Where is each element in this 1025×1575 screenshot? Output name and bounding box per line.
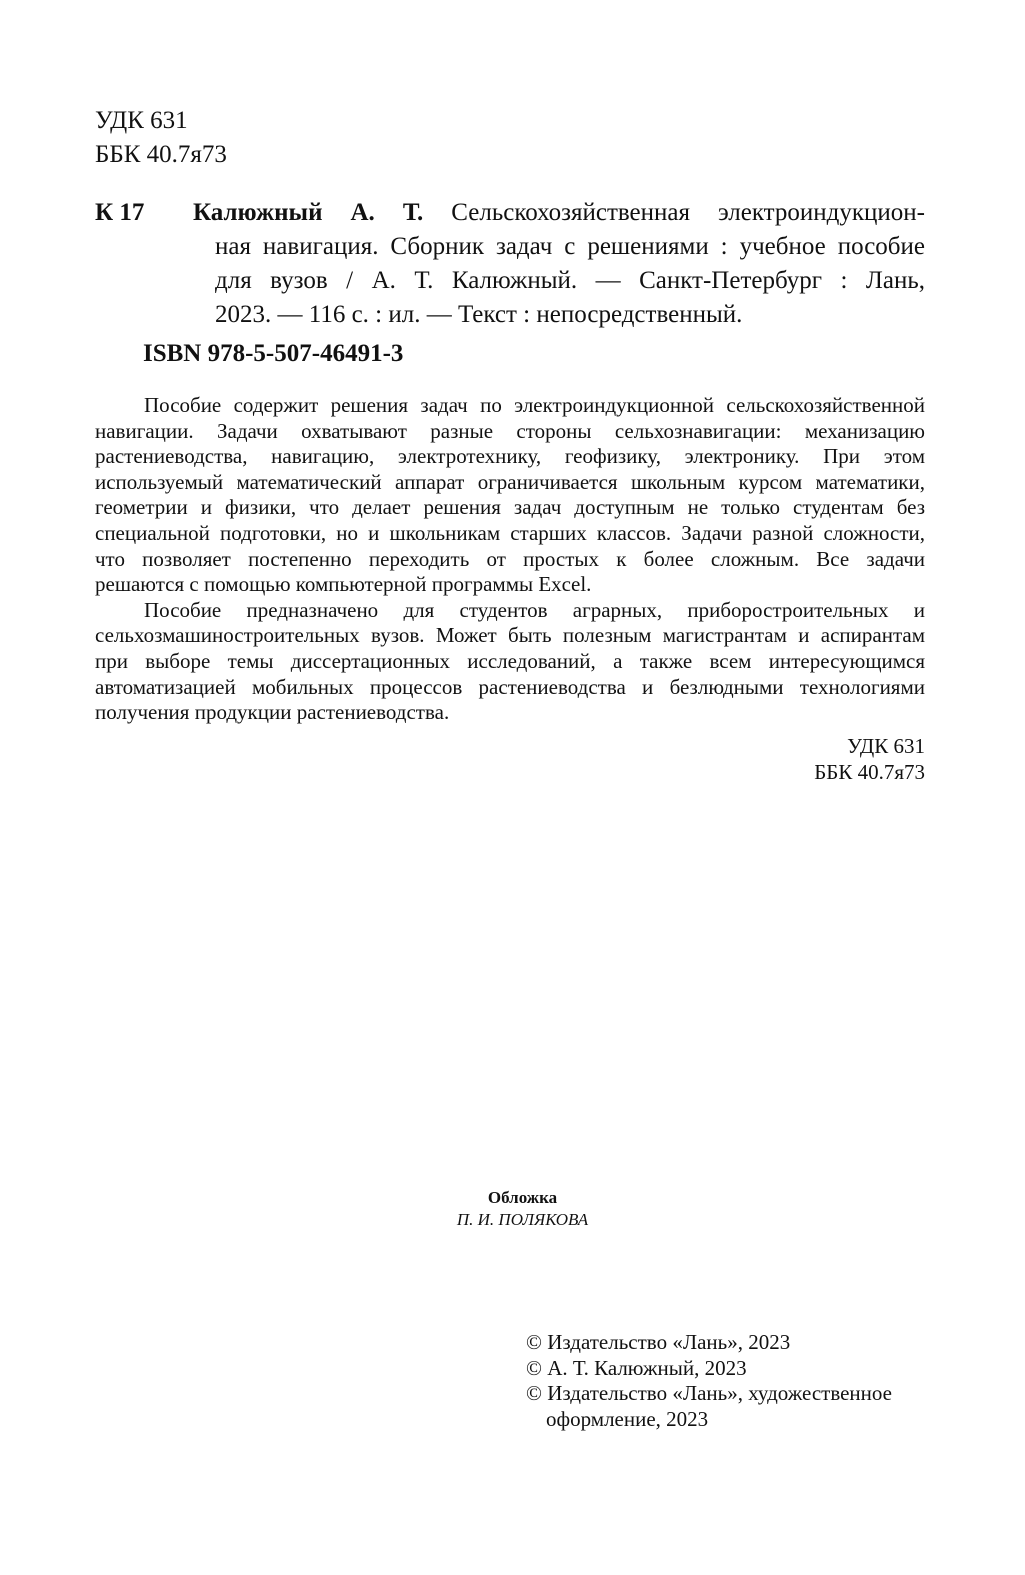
annotation-line: Пособие содержит решения задач по электроиндукционной сельскохозяйственной [144,393,925,417]
biblio-line: для вузов / А. Т. Калюжный. — Санкт-Петербург : Лань, [215,267,925,294]
annotation-line: используемый математический аппарат ограничивается школьным курсом математики, [95,469,925,494]
annotation-line: специальной подготовки, но и школьникам старших классов. Задачи разной сложности, [95,520,925,545]
annotation-line: навигации. Задачи охватывают разные стороны сельхознавигации: механизацию [95,418,925,443]
cover-credit [0,1187,1025,1231]
copyright-line: © Издательство «Лань», 2023 [526,1330,791,1354]
annotation-line: сельхозмашиностроительных вузов. Может быть полезным магистрантам и аспирантам [95,623,925,648]
copyright-line: © Издательство «Лань», художественное [526,1381,892,1405]
author-mark: К 17 [95,199,145,226]
cover-label: Обложка [487,1188,558,1207]
bbk-code: ББК 40.7я73 [95,141,227,168]
biblio-line [193,196,925,230]
copyright-line: оформление, 2023 [546,1406,709,1431]
cover-designer: П. И. ПОЛЯКОВА [456,1210,589,1229]
bibliographic-description [193,196,925,332]
udk-code: УДК 631 [847,734,925,758]
isbn: ISBN 978-5-507-46491-3 [143,340,404,367]
biblio-line: ная навигация. Сборник задач с решениями : учебное пособие [215,233,925,260]
annotation-line: решаются с помощью компьютерной программы Excel. [95,572,592,597]
copyright-block [526,1330,892,1432]
annotation-line: растениеводства, навигацию, электротехнику, геофизику, электронику. При этом [95,444,925,469]
udk-code: УДК 631 [95,107,188,134]
bbk-code: ББК 40.7я73 [814,759,925,784]
annotation-line: геометрии и физики, что делает решения задач доступным не только студентам без [95,495,925,520]
annotation-line: автоматизацией мобильных процессов растениеводства и безлюдными технологиями [95,674,925,699]
annotation-line: при выборе темы диссертационных исследований, а также всем интересующимся [95,648,925,673]
annotation [95,393,925,726]
annotation-line: Пособие предназначено для студентов аграрных, приборостроительных и [144,597,925,622]
classification-codes-top [95,104,227,172]
classification-codes-bottom [814,734,925,785]
author-name: Калюжный А. Т. [193,199,424,226]
biblio-line: 2023. — 116 с. : ил. — Текст : непосредственный. [215,301,743,328]
annotation-line: получения продукции растениеводства. [95,700,450,725]
annotation-line: что позволяет постепенно переходить от простых к более сложным. Все задачи [95,546,925,571]
bibliographic-record [95,196,925,332]
copyright-line: © А. Т. Калюжный, 2023 [526,1355,747,1380]
title-start: Сельскохозяйственная электроиндукцион- [423,199,925,226]
